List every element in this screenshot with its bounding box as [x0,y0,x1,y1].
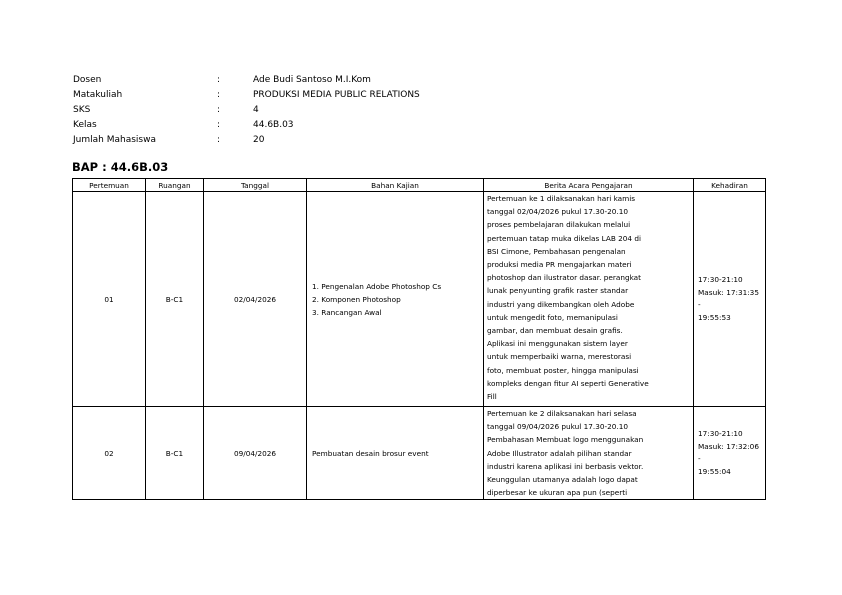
info-label: Jumlah Mahasiswa [73,134,156,145]
berita-line: Aplikasi ini menggunakan sistem layer [487,339,628,349]
header-pertemuan: Pertemuan [73,179,146,192]
berita-clip [487,407,690,499]
berita-line: Keunggulan utamanya adalah logo dapat [487,475,638,485]
cell-berita-acara [484,407,694,500]
berita-line: Pertemuan ke 1 dilaksanakan hari kamis [487,194,636,203]
berita-line: Pembahasan Membuat logo menggunakan [487,435,644,445]
info-row-matakuliah [73,88,420,103]
cell-bahan-kajian [307,407,484,500]
berita-line: Pertemuan ke 2 dilaksanakan hari selasa [487,409,637,418]
berita-line: gambar, dan membuat desain grafis. [487,326,623,336]
info-label: Kelas [73,119,97,130]
berita-line: proses pembelajaran dilakukan melalui [487,220,631,230]
berita-line: BSI Cimone, Pembahasan pengenalan [487,246,626,256]
cell-tanggal: 02/04/2026 [204,192,307,407]
info-row-jumlah-mahasiswa [73,132,420,147]
header-berita-acara: Berita Acara Pengajaran [484,179,694,192]
kehadiran-line: Masuk: 17:32:06 - [698,441,759,463]
table-row [73,407,766,500]
bahan-line: 3. Rancangan Awal [312,307,382,317]
cell-pertemuan: 01 [73,192,146,407]
cell-kehadiran [694,192,766,407]
info-colon: : [217,90,221,101]
info-colon: : [217,134,221,145]
kehadiran-line: 17:30-21:10 [698,275,743,284]
berita-line: photoshop dan ilustrator dasar. perangkat [487,273,642,283]
info-colon: : [217,75,221,86]
kehadiran-line: 19:55:04 [698,466,731,476]
berita-line: Fill [487,392,497,402]
berita-line: pertemuan tatap muka dikelas LAB 204 di [487,233,642,243]
table-header-row [73,179,766,192]
berita-line: untuk memperbaiki warna, merestorasi [487,352,632,362]
berita-line: tanggal 02/04/2026 pukul 17.30-20.10 [487,207,629,217]
info-value: PRODUKSI MEDIA PUBLIC RELATIONS [253,90,420,101]
bahan-line: 2. Komponen Photoshop [312,294,401,304]
course-info [73,73,420,147]
header-bahan-kajian: Bahan Kajian [307,179,484,192]
kehadiran-line: 17:30-21:10 [698,429,743,438]
cell-ruangan: B-C1 [146,192,204,407]
info-value: 20 [253,134,265,145]
cell-bahan-kajian [307,192,484,407]
kehadiran-line: 19:55:53 [698,312,731,322]
header-kehadiran: Kehadiran [694,179,766,192]
bahan-line: Pembuatan desain brosur event [312,448,429,458]
info-label: SKS [73,104,91,115]
header-tanggal: Tanggal [204,179,307,192]
berita-line: industri yang dikembangkan oleh Adobe [487,299,635,309]
info-row-sks [73,103,420,118]
bahan-line: 1. Pengenalan Adobe Photoshop Cs [312,281,442,291]
info-label: Dosen [73,75,102,86]
info-row-dosen [73,73,420,88]
berita-line: lunak penyunting grafik raster standar [487,286,629,296]
cell-berita-acara [484,192,694,407]
berita-line: kompleks dengan fitur AI seperti Generative [487,378,649,388]
table-row [73,192,766,407]
berita-line: foto, membuat poster, hingga manipulasi [487,365,639,375]
info-label: Matakuliah [73,90,123,101]
bap-title: BAP : 44.6B.03 [72,160,169,174]
info-value: Ade Budi Santoso M.I.Kom [253,75,371,86]
cell-kehadiran [694,407,766,500]
cell-tanggal: 09/04/2026 [204,407,307,500]
info-value: 44.6B.03 [253,119,294,130]
header-ruangan: Ruangan [146,179,204,192]
bap-table [72,178,766,500]
info-row-kelas [73,117,420,132]
info-value: 4 [253,104,259,115]
kehadiran-line: Masuk: 17:31:35 - [698,287,759,309]
berita-line: industri karena aplikasi ini berbasis vektor. [487,461,644,471]
info-colon: : [217,104,221,115]
berita-line: diperbesar ke ukuran apa pun (seperti [487,488,628,498]
cell-pertemuan: 02 [73,407,146,500]
berita-line: untuk mengedit foto, memanipulasi [487,312,618,322]
cell-ruangan: B-C1 [146,407,204,500]
berita-line: Adobe Illustrator adalah pilihan standar [487,448,632,458]
berita-line: tanggal 09/04/2026 pukul 17.30-20.10 [487,422,629,432]
berita-line: produksi media PR mengajarkan materi [487,260,632,270]
info-colon: : [217,119,221,130]
